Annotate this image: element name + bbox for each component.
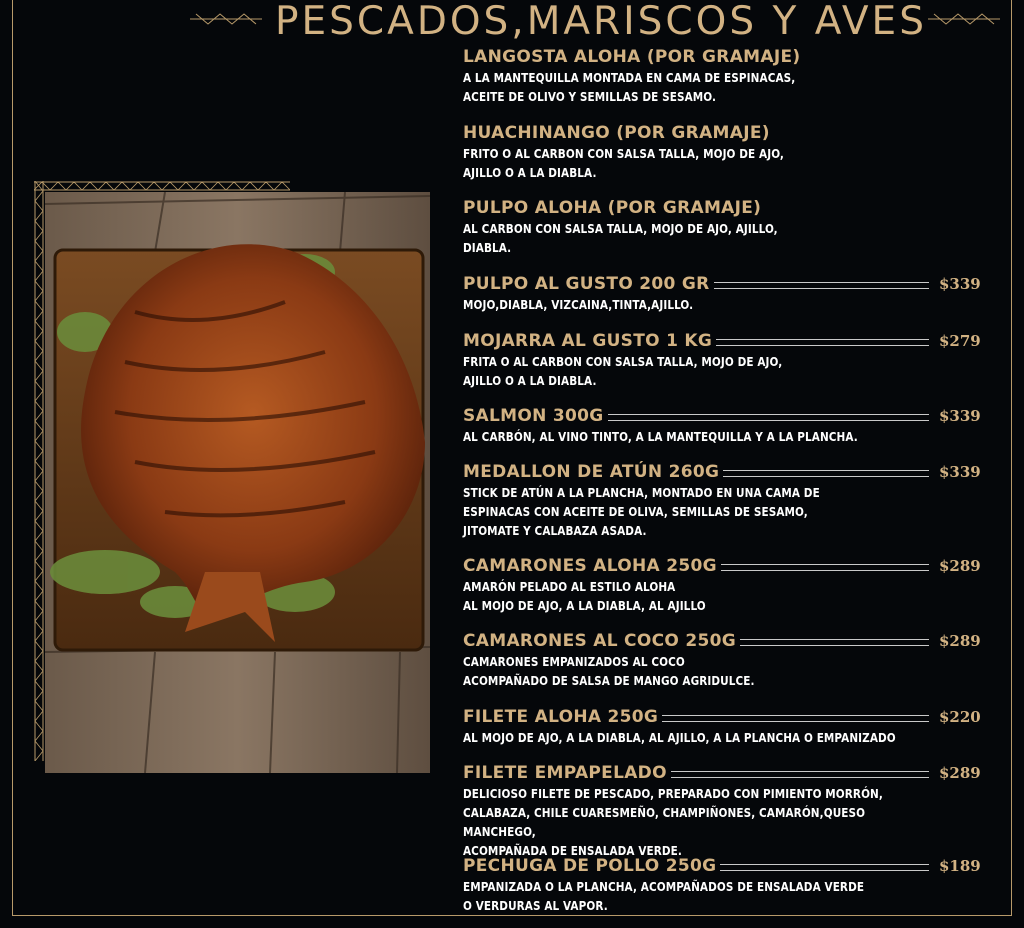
item-name: CAMARONES ALOHA 250G: [463, 556, 717, 576]
dotted-leader: [721, 564, 929, 571]
dotted-leader: [740, 639, 929, 646]
item-description: AL CARBÓN, AL VINO TINTO, A LA MANTEQUILLA Y A LA PLANCHA.: [463, 429, 858, 444]
menu-item: [463, 855, 983, 915]
item-name: FILETE EMPAPELADO: [463, 763, 667, 783]
photo-ornament-top: [34, 181, 290, 191]
item-price: $289: [939, 764, 981, 782]
title-ornament-right: [928, 12, 1000, 26]
item-description: MOJO,DIABLA, VIZCAINA,TINTA,AJILLO.: [463, 297, 694, 312]
grilled-fish-photo: [45, 192, 430, 773]
item-name: HUACHINANGO (POR GRAMAJE): [463, 123, 770, 143]
item-name: MOJARRA AL GUSTO 1 KG: [463, 331, 713, 351]
menu-item: [463, 405, 983, 446]
item-price: $220: [939, 708, 981, 726]
item-price: $279: [939, 332, 981, 350]
item-price: $339: [939, 275, 981, 293]
photo-container: [34, 181, 430, 773]
photo-ornament-left: [34, 181, 44, 761]
item-description: AL CARBON CON SALSA TALLA, MOJO DE AJO, AJILLO, DIABLA.: [463, 221, 778, 255]
item-name: SALMON 300G: [463, 406, 604, 426]
item-price: $289: [939, 557, 981, 575]
menu-item: [463, 46, 983, 106]
dotted-leader: [716, 339, 929, 346]
item-price: $339: [939, 463, 981, 481]
item-name: PULPO ALOHA (POR GRAMAJE): [463, 198, 762, 218]
dotted-leader: [662, 715, 929, 722]
dotted-leader: [608, 414, 930, 421]
item-description: A LA MANTEQUILLA MONTADA EN CAMA DE ESPINACAS, ACEITE DE OLIVO Y SEMILLAS DE SESAMO.: [463, 70, 796, 104]
menu-item: [463, 706, 983, 747]
menu-item: [463, 197, 983, 257]
page-title: PESCADOS,MARISCOS Y AVES: [275, 0, 927, 44]
menu-item: [463, 273, 983, 314]
title-ornament-left: [190, 12, 262, 26]
menu-item: [463, 122, 983, 182]
item-price: $289: [939, 632, 981, 650]
item-description: FRITA O AL CARBON CON SALSA TALLA, MOJO DE AJO, AJILLO O A LA DIABLA.: [463, 354, 783, 388]
item-description: DELICIOSO FILETE DE PESCADO, PREPARADO CON PIMIENTO MORRÓN, CALABAZA, CHILE CUARESMEÑO, CHAMPIÑONES, CAMARÓN,QUESO MANCHEGO, ACOMPAÑADA DE ENSALADA VERDE.: [463, 786, 883, 858]
item-price: $339: [939, 407, 981, 425]
item-name: CAMARONES AL COCO 250G: [463, 631, 736, 651]
menu-item: [463, 461, 983, 540]
menu-item: [463, 330, 983, 390]
dotted-leader: [720, 864, 929, 871]
item-description: EMPANIZADA O LA PLANCHA, ACOMPAÑADOS DE ENSALADA VERDE O VERDURAS AL VAPOR.: [463, 879, 865, 913]
item-description: CAMARONES EMPANIZADOS AL COCO ACOMPAÑADO DE SALSA DE MANGO AGRIDULCE.: [463, 654, 755, 688]
item-description: AL MOJO DE AJO, A LA DIABLA, AL AJILLO, A LA PLANCHA O EMPANIZADO: [463, 730, 896, 745]
item-name: FILETE ALOHA 250G: [463, 707, 659, 727]
dotted-leader: [671, 771, 929, 778]
item-description: STICK DE ATÚN A LA PLANCHA, MONTADO EN UNA CAMA DE ESPINACAS CON ACEITE DE OLIVA, SEMILLAS DE SESAMO, JITOMATE Y CALABAZA ASADA.: [463, 485, 820, 538]
item-name: MEDALLON DE ATÚN 260G: [463, 462, 720, 482]
menu-item: [463, 555, 983, 615]
dotted-leader: [714, 282, 929, 289]
dotted-leader: [723, 470, 929, 477]
menu-item: [463, 630, 983, 690]
item-description: FRITO O AL CARBON CON SALSA TALLA, MOJO DE AJO, AJILLO O A LA DIABLA.: [463, 146, 784, 180]
item-name: PULPO AL GUSTO 200 GR: [463, 274, 710, 294]
item-name: PECHUGA DE POLLO 250G: [463, 856, 717, 876]
item-price: $189: [939, 857, 981, 875]
item-description: AMARÓN PELADO AL ESTILO ALOHA AL MOJO DE AJO, A LA DIABLA, AL AJILLO: [463, 579, 706, 613]
item-name: LANGOSTA ALOHA (POR GRAMAJE): [463, 47, 801, 67]
menu-item: [463, 762, 983, 860]
